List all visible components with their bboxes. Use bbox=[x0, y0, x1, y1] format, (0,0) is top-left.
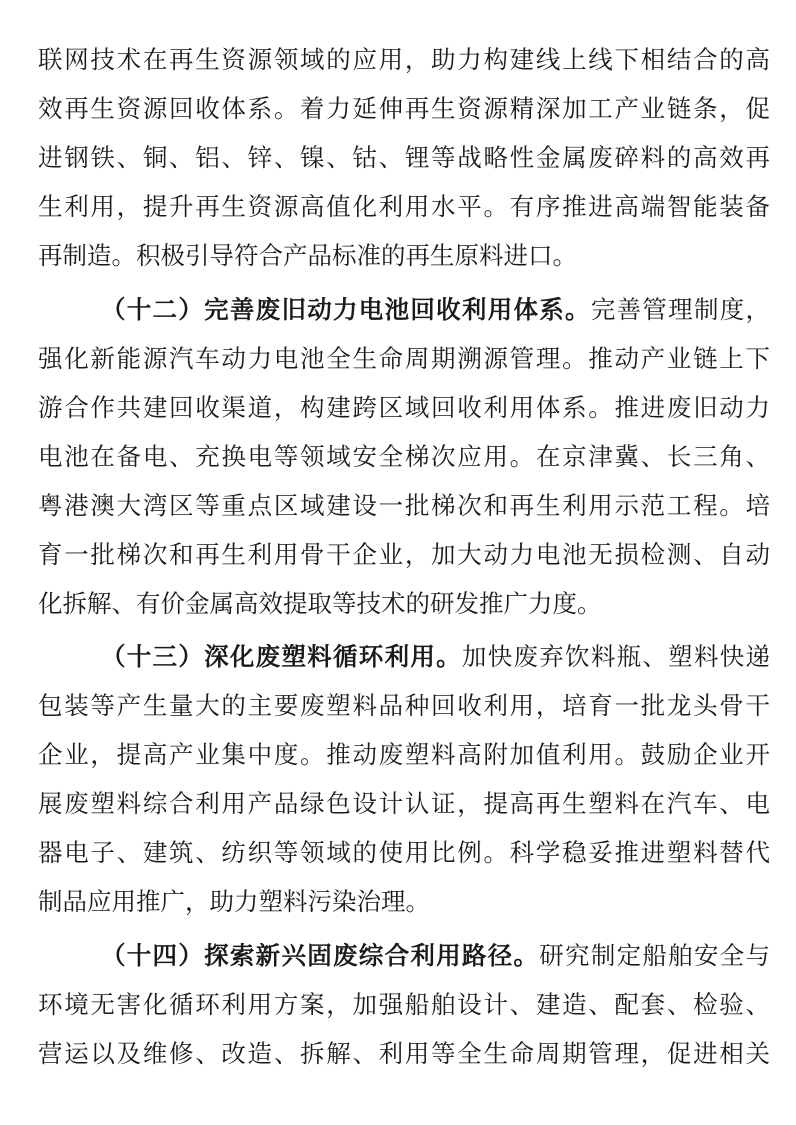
text-line: 企业，提高产业集中度。推动废塑料高附加值利用。鼓励企业开 bbox=[38, 740, 770, 769]
text-line: 效再生资源回收体系。着力延伸再生资源精深加工产业链条，促 bbox=[38, 94, 770, 123]
section-heading: （十四）探索新兴固废综合利用路径。 bbox=[101, 941, 540, 970]
paragraph-first-line bbox=[101, 637, 770, 677]
text-line: 化拆解、有价金属高效提取等技术的研发推广力度。 bbox=[38, 589, 602, 618]
text-line: 粤港澳大湾区等重点区域建设一批梯次和再生利用示范工程。培 bbox=[38, 491, 770, 520]
section-heading: （十三）深化废塑料循环利用。 bbox=[101, 642, 462, 671]
text-line: 育一批梯次和再生利用骨干企业，加大动力电池无损检测、自动 bbox=[38, 540, 770, 569]
text-span: 加快废弃饮料瓶、塑料快递 bbox=[461, 642, 771, 671]
text-line: 环境无害化循环利用方案，加强船舶设计、建造、配套、检验、 bbox=[38, 990, 770, 1019]
text-line: 游合作共建回收渠道，构建跨区域回收利用体系。推进废旧动力 bbox=[38, 393, 770, 422]
section-heading: （十二）完善废旧动力电池回收利用体系。 bbox=[101, 295, 591, 324]
text-line: 包装等产生量大的主要废塑料品种回收利用，培育一批龙头骨干 bbox=[38, 691, 770, 720]
text-line: 营运以及维修、改造、拆解、利用等全生命周期管理，促进相关 bbox=[38, 1039, 770, 1068]
text-span: 研究制定船舶安全与 bbox=[539, 941, 771, 970]
text-line: 进钢铁、铜、铝、锌、镍、钴、锂等战略性金属废碎料的高效再 bbox=[38, 143, 770, 172]
paragraph-first-line bbox=[101, 936, 770, 976]
text-line: 电池在备电、充换电等领域安全梯次应用。在京津冀、长三角、 bbox=[38, 442, 770, 471]
paragraph-first-line bbox=[101, 290, 770, 330]
text-line: 强化新能源汽车动力电池全生命周期溯源管理。推动产业链上下 bbox=[38, 344, 770, 373]
text-line: 器电子、建筑、纺织等领域的使用比例。科学稳妥推进塑料替代 bbox=[38, 838, 770, 867]
text-span: 完善管理制度， bbox=[590, 295, 771, 324]
text-line: 再制造。积极引导符合产品标准的再生原料进口。 bbox=[38, 241, 577, 270]
text-line: 展废塑料综合利用产品绿色设计认证，提高再生塑料在汽车、电 bbox=[38, 789, 770, 818]
text-line: 生利用，提升再生资源高值化利用水平。有序推进高端智能装备 bbox=[38, 192, 770, 221]
text-line: 联网技术在再生资源领域的应用，助力构建线上线下相结合的高 bbox=[38, 45, 770, 74]
text-line: 制品应用推广，助力塑料污染治理。 bbox=[38, 887, 430, 916]
